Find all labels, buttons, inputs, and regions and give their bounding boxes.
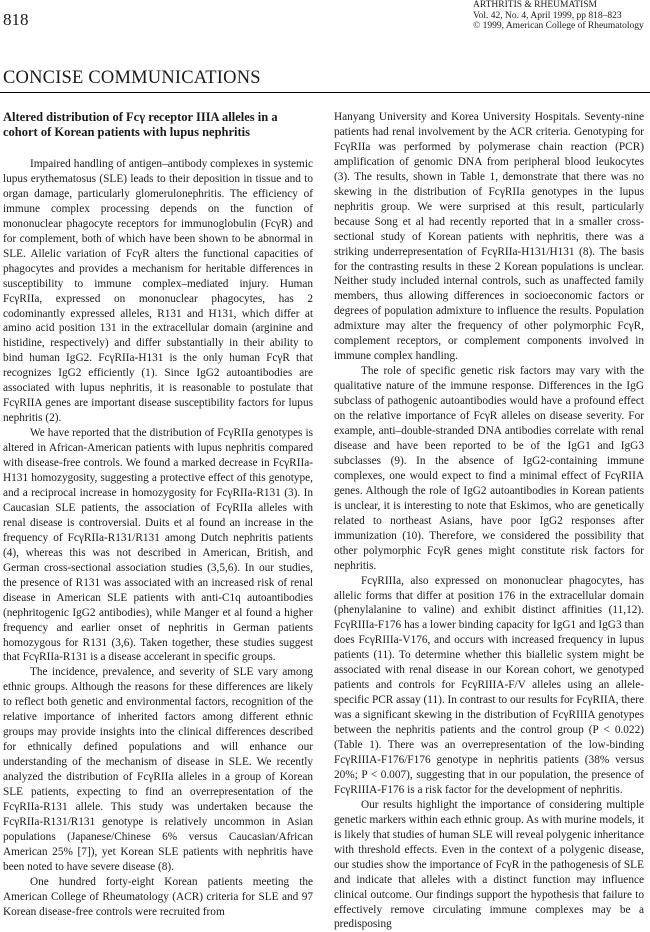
- body-paragraph: We have reported that the distribution of FcγRIIa genotypes is altered in African-American patients with lupus nephritis compared with disease-free controls. We found a marked decrease in FcγRIIa-H131 homozygosity, suggesting a protective effect of this genotype, and a reciprocal increase in homozygosity for FcγRIIa-R131 (3). In Caucasian SLE patients, the association of FcγRIIa alleles with renal disease is controversial. Duits et al found an increase in the frequency of FcγRIIa-R131/R131 among Dutch nephritis patients (4), whereas this was not described in American, British, and German cross-sectional association studies (3,5,6). In our studies, the presence of R131 was associated with an increased risk of renal disease in American SLE patients with anti-C1q autoantibodies (nephritogenic IgG2 antibodies), while Manger et al found a higher frequency and earlier onset of nephritis in German patients homozygous for R131 (3,6). Taken together, these studies suggest that FcγRIIa-R131 is a disease accelerant in specific groups.: [3, 427, 313, 664]
- journal-name: ARTHRITIS & RHEUMATISM: [473, 0, 597, 10]
- section-title: CONCISE COMMUNICATIONS: [3, 68, 261, 88]
- article-title: Altered distribution of Fcγ receptor IIIA alleles in a cohort of Korean patients with lupus nephritis: [3, 110, 278, 139]
- body-paragraph: Impaired handling of antigen–antibody complexes in systemic lupus erythematosus (SLE) leads to their deposition in tissue and to organ damage, particularly glomerulonephritis. The efficiency of immune complex processing depends on the function of mononuclear phagocyte receptors for immunoglobulin (FcγR) and for complement, both of which have been shown to be abnormal in SLE. Allelic variation of FcγR alters the functional capacities of phagocytes and provides a mechanism for heritable differences in susceptibility to immune complex–mediated injury. Human FcγRIIa, expressed on mononuclear phagocytes, has 2 codominantly expressed alleles, R131 and H131, which differ at amino acid position 131 in the extracellular domain (arginine and histidine, respectively) and differ substantially in their ability to bind human IgG2. FcγRIIa-H131 is the only human FcγR that recognizes IgG2 efficiently (1). Since IgG2 autoantibodies are associated with lupus nephritis, it is reasonable to postulate that FcγRIIA genes are important disease susceptibility factors for lupus nephritis (2).: [3, 158, 313, 425]
- body-paragraph: The role of specific genetic risk factors may vary with the qualitative nature of the immune response. Differences in the IgG subclass of pathogenic autoantibodies would have a profound effect on the relative importance of FcγR alleles on disease severity. For example, anti–double-stranded DNA antibodies correlate with renal disease and have been reported to be of the IgG1 and IgG3 subclasses (9). In the absence of IgG2-containing immune complexes, one would expect to find a minimal effect of FcγRIIA genes. Although the role of IgG2 autoantibodies in Korean patients is unclear, it is interesting to note that Eskimos, who are genetically related to northeast Asians, have poor IgG2 responses after immunization (10). Therefore, we considered the possibility that other polymorphic FcγR genes might constitute risk factors for nephritis.: [334, 365, 644, 572]
- section-divider: [0, 92, 650, 93]
- body-paragraph: Hanyang University and Korea University Hospitals. Seventy-nine patients had renal involvement by the ACR criteria. Genotyping for FcγRIIa was performed by polymerase chain reaction (PCR) amplification of genomic DNA from peripheral blood leukocytes (3). The results, shown in Table 1, demonstrate that there was no skewing in the distribution of FcγRIIa genotypes in the lupus nephritis group. We were surprised at this result, particularly because Song et al had recently reported that in a smaller cross-sectional study of Korean patients with nephritis, there was a striking underrepresentation of FcγRIIa-H131/H131 (8). The basis for the contrasting results in these 2 Korean populations is unclear. Neither study included internal controls, such as unaffected family members, thus allowing differences in socioeconomic factors or degrees of population admixture to influence the results. Population admixture may alter the frequency of other polymorphic FcγR, complement receptors, or complement components involved in immune complex handling.: [334, 111, 644, 363]
- body-paragraph: One hundred forty-eight Korean patients meeting the American College of Rheumatology (ACR) criteria for SLE and 97 Korean disease-free controls were recruited from: [3, 875, 313, 918]
- body-paragraph: FcγRIIIa, also expressed on mononuclear phagocytes, has allelic forms that differ at position 176 in the extracellular domain (phenylalanine to valine) and exhibit distinct affinities (11,12). FcγRIIIa-F176 has a lower binding capacity for IgG1 and IgG3 than does FcγRIIIa-V176, and occurs with increased frequency in lupus patients (11). To determine whether this biallelic system might be associated with renal disease in our Korean cohort, we genotyped patients and controls for FcγRIIIA-F/V alleles using an allele-specific PCR assay (11). In contrast to our results for FcγRIIA, there was a significant skewing in the distribution of FcγRIIIA genotypes between the nephritis patients and the control group (P < 0.022) (Table 1). There was an overrepresentation of the low-binding FcγRIIIA-F176/F176 genotype in nephritis patients (38% versus 20%; P < 0.007), suggesting that in our population, the presence of FcγRIIIA-F176 is a risk factor for the development of nephritis.: [334, 574, 644, 796]
- left-column: [3, 110, 313, 920]
- journal-copyright: © 1999, American College of Rheumatology: [473, 21, 644, 31]
- body-paragraph: Our results highlight the importance of considering multiple genetic markers within each ethnic group. As with murine models, it is likely that studies of human SLE will reveal polygenic inheritance with threshold effects. Even in the context of a polygenic disease, our studies show the importance of FcγR in the pathogenesis of SLE and indicate that alleles with a distinct function may influence clinical outcome. Our findings support the hypothesis that failure to effectively remove circulating immune complexes may be a predisposing: [334, 798, 644, 931]
- journal-citation: Vol. 42, No. 4, April 1999, pp 818–823: [473, 10, 622, 21]
- right-column: [334, 110, 644, 932]
- body-paragraph: The incidence, prevalence, and severity of SLE vary among ethnic groups. Although the reasons for these differences are likely to reflect both genetic and environmental factors, recognition of the relative importance of inherited factors among different ethnic groups may provide insights into the clinical differences described for ethnically defined populations and will enhance our understanding of the mechanism of disease in SLE. We recently analyzed the distribution of FcγRIIa alleles in a group of Korean SLE patients, expecting to find an overrepresentation of the FcγRIIa-R131 allele. This study was undertaken because the FcγRIIa-R131/R131 genotype is relatively uncommon in Asian populations (Japanese/Chinese 6% versus Caucasian/African American 25% [7]), yet Korean SLE patients with nephritis have been noted to have severe disease (8).: [3, 666, 313, 873]
- journal-header: [473, 0, 644, 32]
- page-number: 818: [3, 10, 29, 29]
